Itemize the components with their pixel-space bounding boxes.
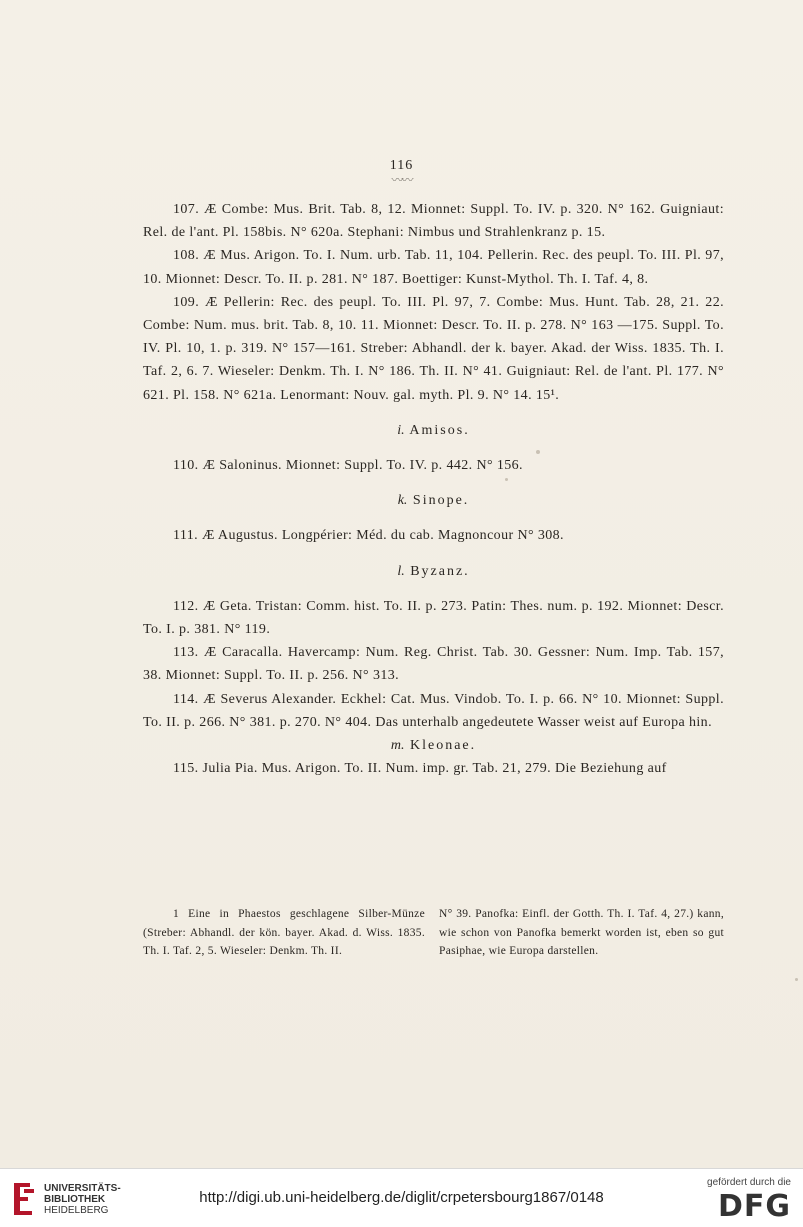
section-title: Byzanz. — [410, 563, 470, 579]
main-text — [143, 198, 724, 780]
footnote-right-column: N° 39. Panofka: Einfl. der Gotth. Th. I. Taf. 4, 27.) kann, wie schon von Panofka bemerkt worden ist, eben so gut Pasiphae, wie Europa darstellen. — [439, 908, 724, 957]
section-letter: l. — [397, 563, 405, 579]
entry-115: 115. Julia Pia. Mus. Arigon. To. II. Num. imp. gr. Tab. 21, 279. Die Beziehung auf — [173, 761, 667, 777]
permalink-url[interactable]: http://digi.ub.uni-heidelberg.de/diglit/crpetersbourg1867/0148 — [199, 1189, 604, 1206]
entry-110: 110. Æ Saloninus. Mionnet: Suppl. To. IV. p. 442. N° 156. — [173, 458, 523, 474]
section-letter: m. — [390, 738, 405, 754]
footnotes — [143, 905, 724, 961]
page-number: 116 — [389, 158, 414, 173]
footnote-left-column: 1 Eine in Phaestos geschlagene Silber-Münze (Streber: Abhandl. der kön. bayer. Akad. d. Wiss. 1835. Th. I. Taf. 2, 5. Wieseler: Denkm. Th. II. — [143, 908, 425, 957]
viewer-footer — [0, 1168, 803, 1227]
section-heading-amisos — [143, 419, 724, 442]
section-title: Kleonae. — [409, 738, 477, 754]
dfg-logo: DFG — [717, 1189, 791, 1224]
section-title: Amisos. — [409, 422, 470, 438]
paper-speck — [795, 978, 798, 981]
library-name-line: UNIVERSITÄTS- — [44, 1183, 121, 1194]
entry-111: 111. Æ Augustus. Longpérier: Méd. du cab. Magnoncour N° 308. — [173, 528, 564, 544]
section-letter: i. — [397, 422, 405, 438]
section-heading-kleonae — [143, 734, 724, 757]
funding-caption: gefördert durch die — [707, 1177, 791, 1188]
page-number-ornament: 〰〰 — [391, 173, 412, 187]
entry-108: 108. Æ Mus. Arigon. To. I. Num. urb. Tab. 11, 104. Pellerin. Rec. des peupl. To. III. Pl. 97, 10. Mionnet: Descr. To. II. p. 281. N° 187. Boettiger: Kunst-Mythol. Th. I. Taf. 4, 8. — [143, 248, 724, 287]
entry-107: 107. Æ Combe: Mus. Brit. Tab. 8, 12. Mionnet: Suppl. To. IV. p. 320. N° 162. Guigniaut: Rel. de l'ant. Pl. 158bis. N° 620a. Stephani: Nimbus und Strahlenkranz p. 15. — [143, 202, 724, 241]
paper-speck — [536, 450, 540, 454]
section-heading-byzanz — [143, 560, 724, 583]
entry-114: 114. Æ Severus Alexander. Eckhel: Cat. Mus. Vindob. To. I. p. 66. N° 10. Mionnet: Suppl. To. II. p. 266. N° 381. p. 270. N° 404. Das unterhalb angedeutete Wasser weist auf Europa hin. — [143, 691, 724, 730]
library-name-line: HEIDELBERG — [44, 1205, 109, 1216]
entry-112: 112. Æ Geta. Tristan: Comm. hist. To. II. p. 273. Patin: Thes. num. p. 192. Mionnet: Descr. To. I. p. 381. N° 119. — [143, 598, 724, 638]
section-heading-sinope — [143, 489, 724, 512]
section-title: Sinope. — [412, 493, 470, 509]
paper-speck — [505, 478, 508, 481]
entry-113: 113. Æ Caracalla. Havercamp: Num. Reg. Christ. Tab. 30. Gessner: Num. Imp. Tab. 157, 38. Mionnet: Suppl. To. II. p. 256. N° 313. — [143, 645, 724, 684]
library-name-line: BIBLIOTHEK — [44, 1194, 106, 1205]
entry-109: 109. Æ Pellerin: Rec. des peupl. To. III. Pl. 97, 7. Combe: Mus. Hunt. Tab. 28, 21. 22. Combe: Num. mus. brit. Tab. 8, 10. 11. Mionnet: Descr. To. II. p. 278. N° 163 —175. Suppl. To. IV. Pl. 10, 1. p. 319. N° 157—161. Streber: Abhandl. der k. bayer. Akad. der Wiss. 1835. Th. I. Taf. 2, 6. 7. Wieseler: Denkm. Th. I. N° 186. Th. II. N° 41. Guigniaut: Rel. de l'ant. Pl. 177. N° 621. Pl. 158. N° 621a. Lenormant: Nouv. gal. myth. Pl. 9. N° 14. 15¹. — [143, 294, 724, 403]
section-letter: k. — [397, 493, 408, 509]
